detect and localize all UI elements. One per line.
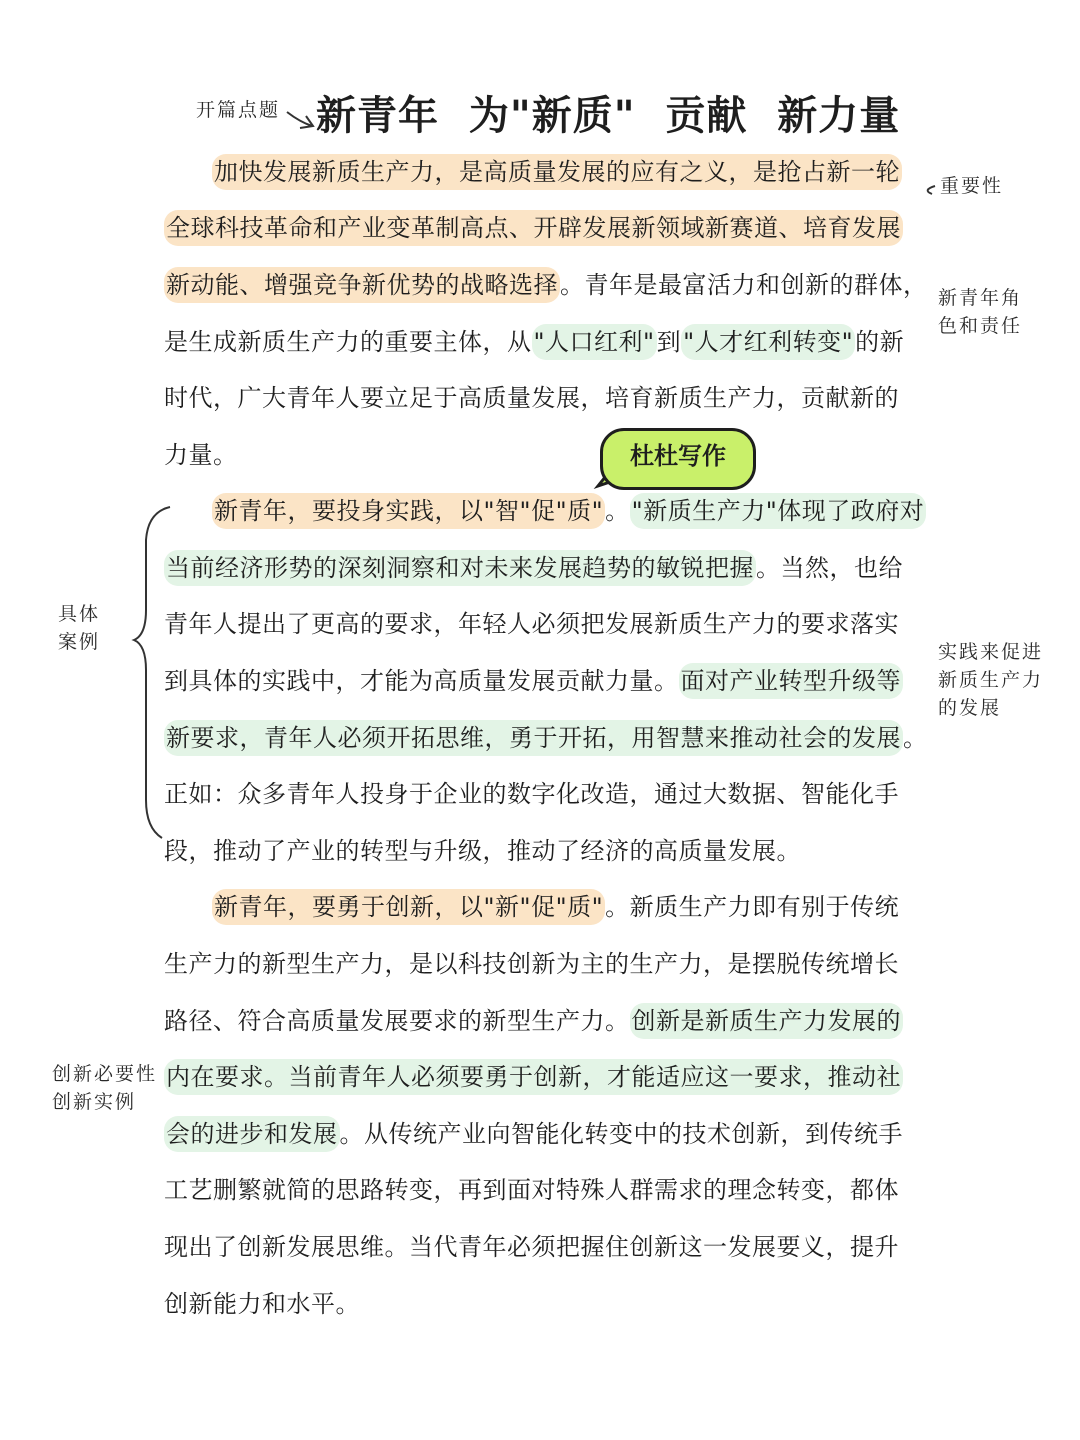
text-line: 到具体的实践中，才能为高质量发展贡献力量。面对产业转型升级等 <box>164 661 924 701</box>
text-line: 段，推动了产业的转型与升级，推动了经济的高质量发展。 <box>164 837 801 865</box>
text-line: 新青年，要勇于创新，以"新"促"质"。新质生产力即有别于传统 <box>212 887 972 927</box>
page-title: 新青年 为"新质" 贡献 新力量 <box>316 93 901 139</box>
text-line: 当前经济形势的深刻洞察和对未来发展趋势的敏锐把握。当然，也给 <box>164 548 924 588</box>
text-line: 现出了创新发展思维。当代青年必须把握住创新这一发展要义，提升 <box>164 1233 899 1261</box>
annotation-role: 新青年角 色和责任 <box>938 287 1023 337</box>
text-line: 力量。 <box>164 441 238 469</box>
text-line: 是生成新质生产力的重要主体，从"人口红利"到"人才红利转变"的新 <box>164 322 924 362</box>
text-line: 生产力的新型生产力，是以科技创新为主的生产力，是摆脱传统增长 <box>164 950 899 978</box>
annotation-practice: 实践来促进 新质生产力 的发展 <box>938 641 1044 719</box>
arrow-icon <box>287 112 313 128</box>
text-line: 新要求，青年人必须开拓思维，勇于开拓，用智慧来推动社会的发展。 <box>164 718 924 758</box>
text-line: 时代，广大青年人要立足于高质量发展，培育新质生产力，贡献新的 <box>164 384 899 412</box>
text-line: 会的进步和发展。从传统产业向智能化转变中的技术创新，到传统手 <box>164 1114 924 1154</box>
text-line: 加快发展新质生产力，是高质量发展的应有之义，是抢占新一轮 <box>212 152 972 192</box>
annotation-opening: 开篇点题 <box>196 99 281 121</box>
text-line: 工艺删繁就简的思路转变，再到面对特殊人群需求的理念转变，都体 <box>164 1176 899 1204</box>
text-line: 正如：众多青年人投身于企业的数字化改造，通过大数据、智能化手 <box>164 780 899 808</box>
text-line: 路径、符合高质量发展要求的新型生产力。创新是新质生产力发展的 <box>164 1001 924 1041</box>
text-line: 全球科技革命和产业变革制高点、开辟发展新领域新赛道、培育发展 <box>164 208 924 248</box>
text-line: 创新能力和水平。 <box>164 1290 360 1318</box>
text-line: 新动能、增强竞争新优势的战略选择。青年是最富活力和创新的群体， <box>164 265 924 305</box>
text-line: 内在要求。当前青年人必须要勇于创新，才能适应这一要求，推动社 <box>164 1057 924 1097</box>
author-badge: 杜杜写作 <box>600 428 756 490</box>
annotation-examples: 具体 案例 <box>58 603 101 653</box>
annotation-importance: 重要性 <box>940 175 1004 197</box>
text-line: 新青年，要投身实践，以"智"促"质"。"新质生产力"体现了政府对 <box>212 491 972 531</box>
text-line: 青年人提出了更高的要求，年轻人必须把发展新质生产力的要求落实 <box>164 610 899 638</box>
annotation-innovation: 创新必要性 创新实例 <box>52 1063 158 1113</box>
